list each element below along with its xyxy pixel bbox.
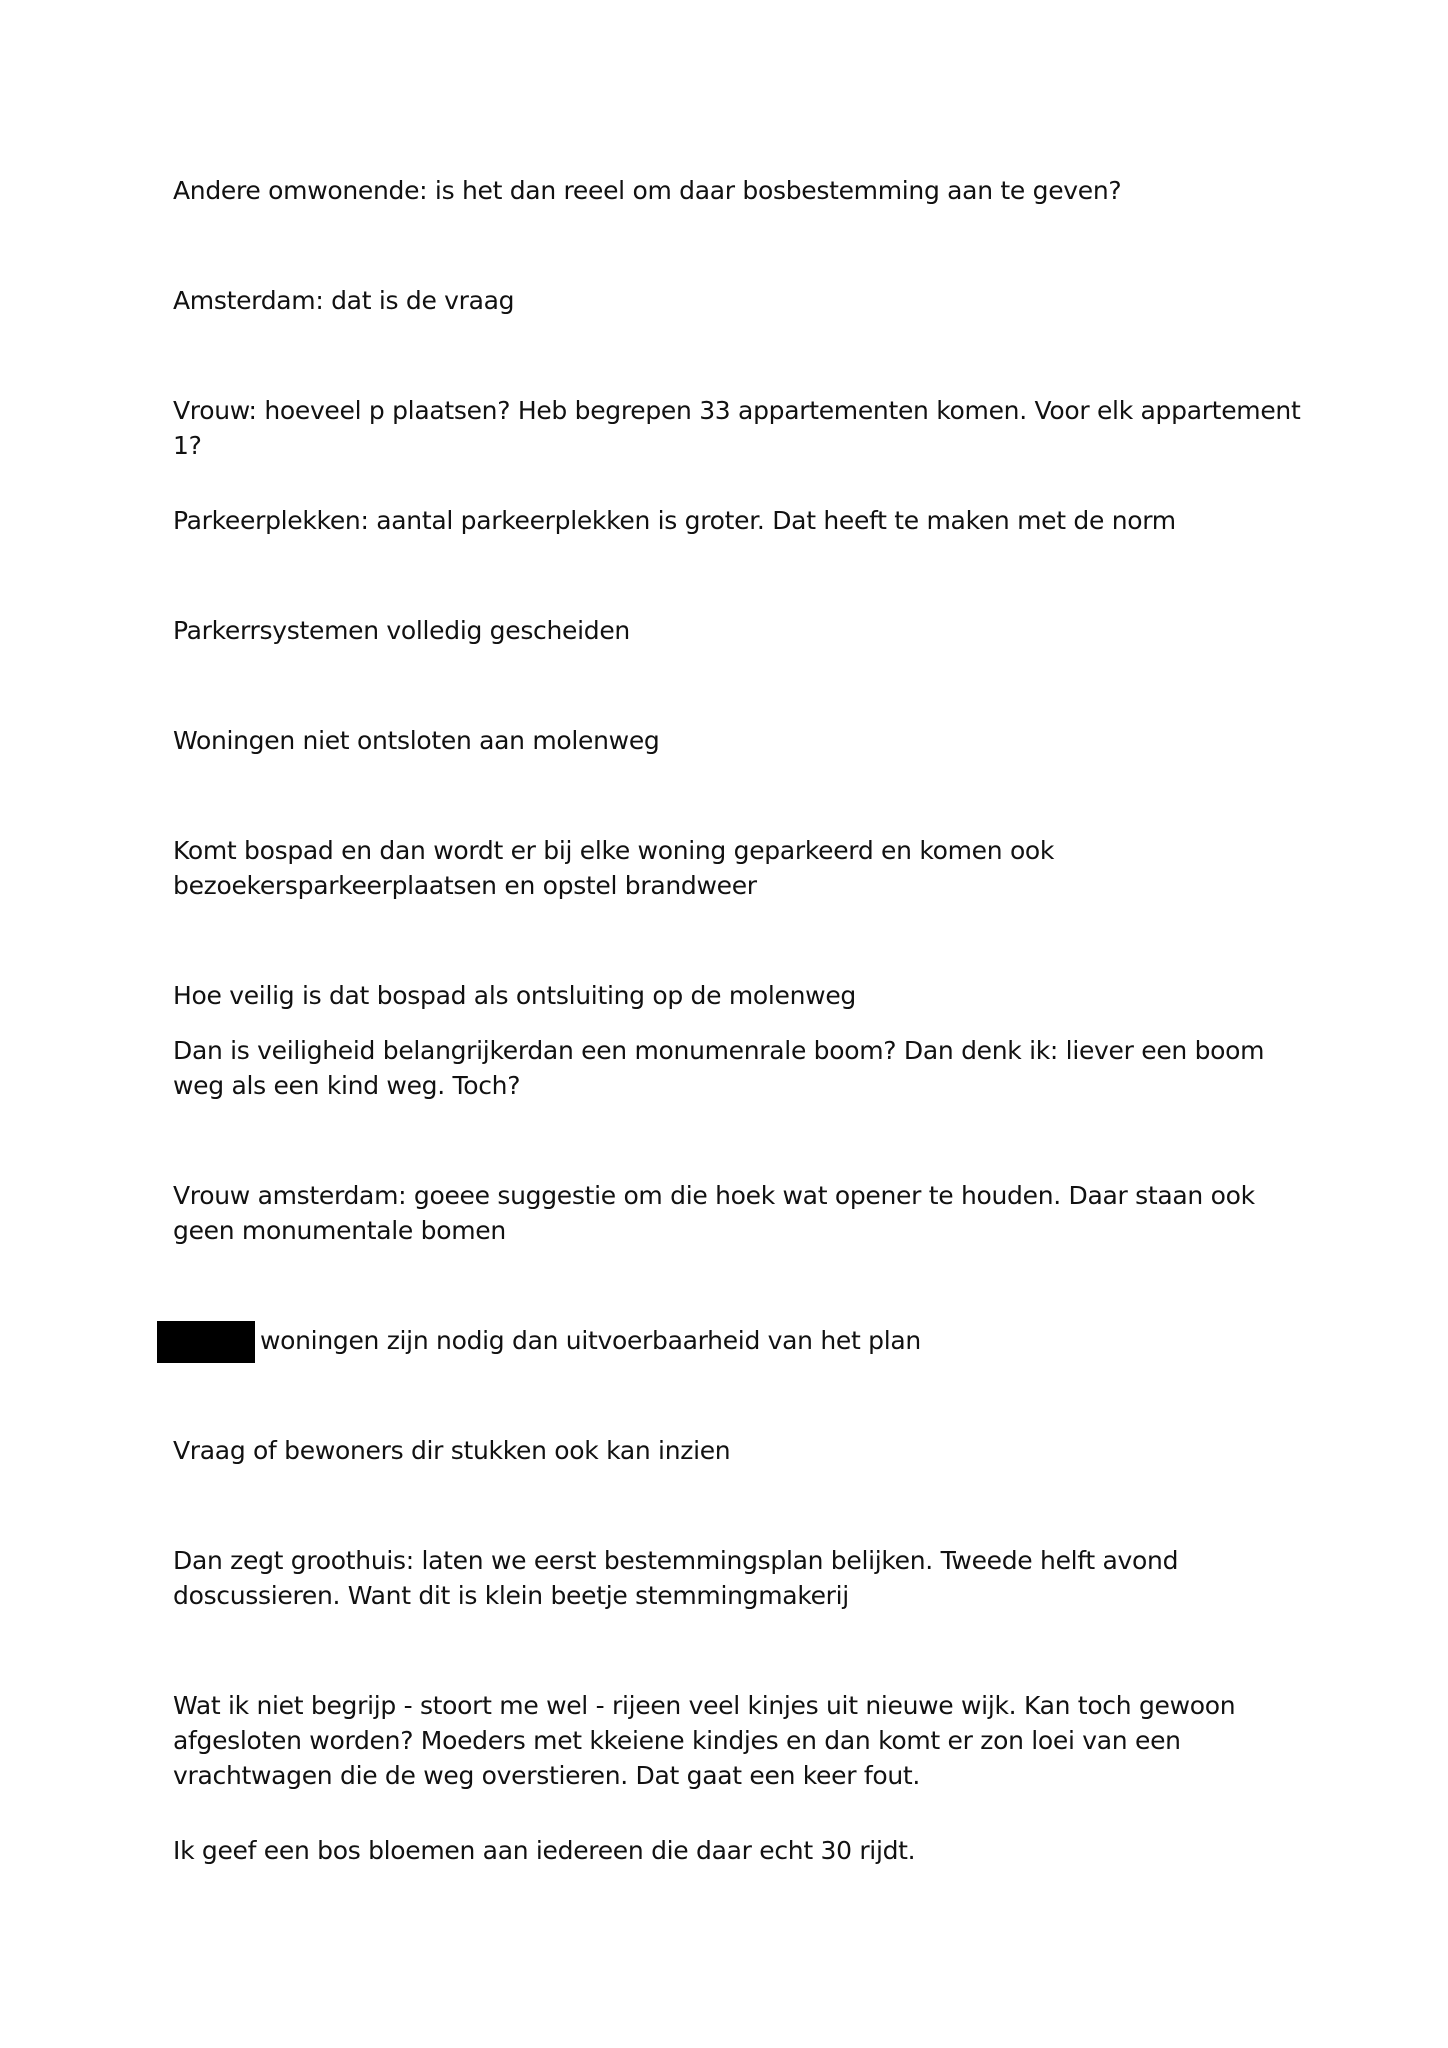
paragraph-7: Komt bospad en dan wordt er bij elke woning geparkeerd en komen ook bezoekersparkeerplaatsen en opstel brandweer	[173, 836, 1055, 900]
paragraph-4: Parkeerplekken: aantal parkeerplekken is groter. Dat heeft te maken met de norm	[173, 506, 1176, 535]
paragraph-12: Vraag of bewoners dir stukken ook kan inzien	[173, 1436, 731, 1465]
paragraph-10: Vrouw amsterdam: goeee suggestie om die hoek wat opener te houden. Daar staan ook geen monumentale bomen	[173, 1181, 1255, 1245]
redacted-paragraph	[173, 1323, 1313, 1363]
paragraph-9: Dan is veiligheid belangrijkerdan een monumenrale boom? Dan denk ik: liever een boom weg als een kind weg. Toch?	[173, 1036, 1265, 1100]
paragraph-14: Wat ik niet begrijp - stoort me wel - rijeen veel kinjes uit nieuwe wijk. Kan toch gewoon afgesloten worden? Moeders met kkeiene kindjes en dan komt er zon loei van een vrachtwagen die de weg overstieren. Dat gaat een keer fout.	[173, 1691, 1236, 1790]
paragraph-15: Ik geef een bos bloemen aan iedereen die daar echt 30 rijdt.	[173, 1836, 916, 1865]
redaction-block	[157, 1321, 255, 1363]
paragraph-5: Parkerrsystemen volledig gescheiden	[173, 616, 630, 645]
paragraph-1: Andere omwonende: is het dan reeel om daar bosbestemming aan te geven?	[173, 176, 1122, 205]
paragraph-13: Dan zegt groothuis: laten we eerst bestemmingsplan belijken. Tweede helft avond doscussieren. Want dit is klein beetje stemmingmakerij	[173, 1546, 1179, 1610]
paragraph-8: Hoe veilig is dat bospad als ontsluiting op de molenweg	[173, 981, 856, 1010]
paragraph-2: Amsterdam: dat is de vraag	[173, 286, 515, 315]
paragraph-3: Vrouw: hoeveel p plaatsen? Heb begrepen 33 appartementen komen. Voor elk appartement 1?	[173, 396, 1301, 460]
paragraph-11: woningen zijn nodig dan uitvoerbaarheid van het plan	[260, 1326, 921, 1355]
paragraph-6: Woningen niet ontsloten aan molenweg	[173, 726, 660, 755]
